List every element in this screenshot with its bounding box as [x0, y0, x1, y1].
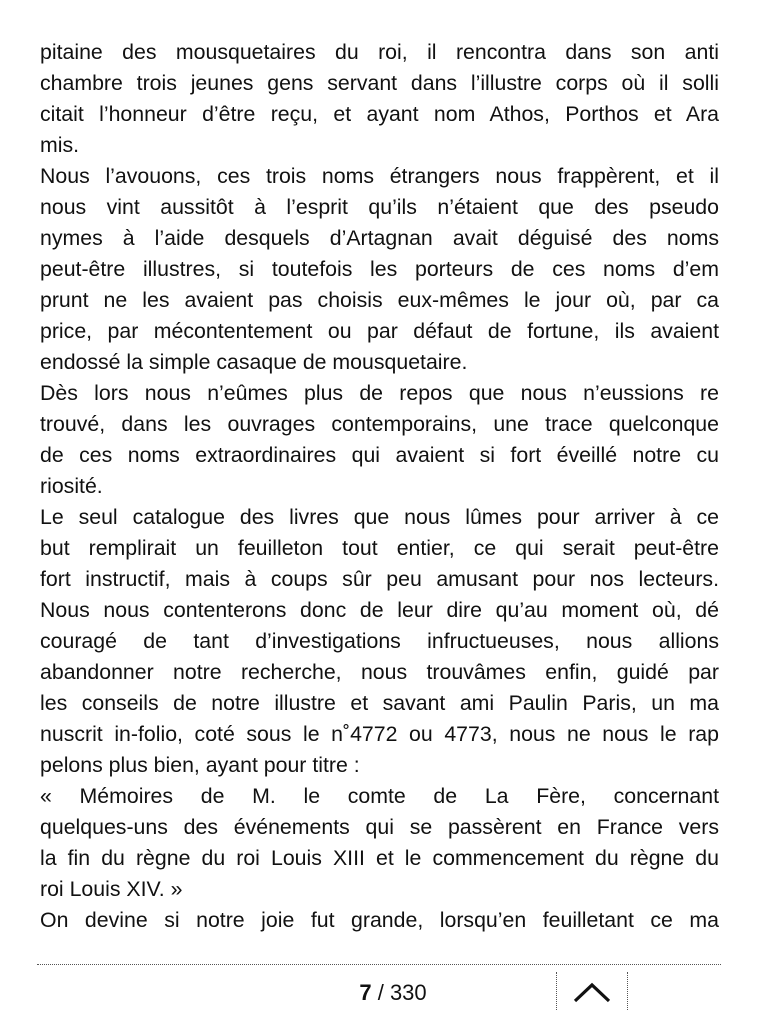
text-line: On devine si notre joie fut grande, lorsqu’en feuilletant ce ma: [40, 908, 719, 932]
text-line: fort instructif, mais à coups sûr peu amusant pour nos lecteurs.: [40, 567, 719, 591]
text-line: les conseils de notre illustre et savant ami Paulin Paris, un ma: [40, 691, 719, 715]
text-line: Dès lors nous n’eûmes plus de repos que nous n’eussions re: [40, 381, 719, 405]
scroll-up-button[interactable]: [564, 974, 620, 1010]
text-line: chambre trois jeunes gens servant dans l’illustre corps où il solli: [40, 71, 719, 95]
text-line: quelques-uns des événements qui se passèrent en France vers: [40, 815, 719, 839]
text-line: peut-être illustres, si toutefois les porteurs de ces noms d’em: [40, 257, 719, 281]
text-line: pitaine des mousquetaires du roi, il rencontra dans son anti: [40, 40, 719, 64]
paragraph: [40, 781, 719, 905]
paragraph: [40, 37, 719, 161]
text-line: « Mémoires de M. le comte de La Fère, concernant: [40, 784, 719, 808]
text-line: roi Louis XIV. »: [40, 877, 183, 901]
text-line: endossé la simple casaque de mousquetaire.: [40, 350, 468, 374]
page-indicator[interactable]: [0, 979, 758, 1007]
reading-area[interactable]: [40, 37, 719, 947]
text-line: citait l’honneur d’être reçu, et ayant nom Athos, Porthos et Ara: [40, 102, 719, 126]
total-page-count: 330: [389, 980, 427, 1005]
footer-separator-right: [627, 972, 628, 1010]
text-line: Nous nous contenterons donc de leur dire qu’au moment où, dé: [40, 598, 719, 622]
paragraph: [40, 378, 719, 502]
text-line: nymes à l’aide desquels d’Artagnan avait déguisé des noms: [40, 226, 719, 250]
paragraph: [40, 905, 719, 936]
paragraph: [40, 161, 719, 378]
text-line: Le seul catalogue des livres que nous lûmes pour arriver à ce: [40, 505, 719, 529]
text-line: pelons plus bien, ayant pour titre :: [40, 753, 360, 777]
paragraph: [40, 502, 719, 781]
text-line: couragé de tant d’investigations infructueuses, nous allions: [40, 629, 719, 653]
text-line: but remplirait un feuilleton tout entier, ce qui serait peut-être: [40, 536, 719, 560]
text-line: de ces noms extraordinaires qui avaient si fort éveillé notre cu: [40, 443, 719, 467]
text-line: Nous l’avouons, ces trois noms étrangers nous frappèrent, et il: [40, 164, 719, 188]
text-line: riosité.: [40, 474, 103, 498]
page-separator: /: [371, 980, 390, 1005]
current-page-number: 7: [359, 980, 372, 1005]
text-line: nuscrit in-folio, coté sous le n˚4772 ou 4773, nous ne nous le rap: [40, 722, 719, 746]
text-line: nous vint aussitôt à l’esprit qu’ils n’étaient que des pseudo: [40, 195, 719, 219]
text-line: la fin du règne du roi Louis XIII et le commencement du règne du: [40, 846, 719, 870]
text-line: trouvé, dans les ouvrages contemporains, une trace quelconque: [40, 412, 719, 436]
footer-divider: [37, 964, 721, 965]
text-line: abandonner notre recherche, nous trouvâmes enfin, guidé par: [40, 660, 719, 684]
text-line: prunt ne les avaient pas choisis eux-mêmes le jour où, par ca: [40, 288, 719, 312]
footer-separator-left: [556, 972, 557, 1010]
chevron-up-icon: [572, 980, 612, 1004]
text-line: mis.: [40, 133, 80, 157]
text-line: price, par mécontentement ou par défaut de fortune, ils avaient: [40, 319, 719, 343]
